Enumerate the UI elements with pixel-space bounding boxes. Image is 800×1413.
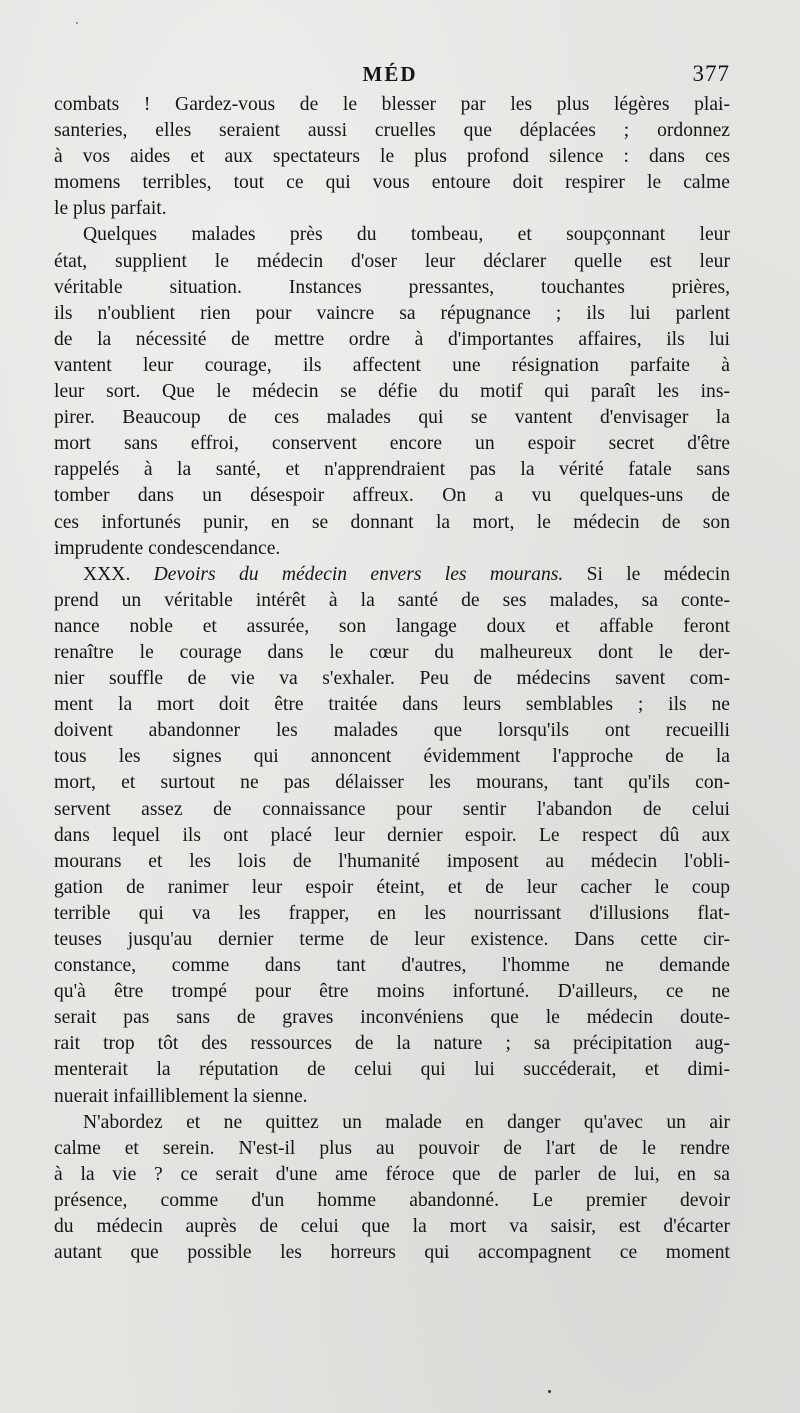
text-line: nance noble et assurée, son langage doux et affable feront: [54, 615, 730, 637]
text-line: N'abordez et ne quittez un malade en danger qu'avec un air: [83, 1111, 730, 1133]
text-line: calme et serein. N'est-il plus au pouvoir de l'art de le rendre: [54, 1137, 730, 1159]
section-title: Devoirs du médecin envers les mourans.: [153, 563, 564, 585]
text-line: à la vie ? ce serait d'une ame féroce que de parler de lui, en sa: [54, 1163, 730, 1185]
text-line: ils n'oublient rien pour vaincre sa répugnance ; ils lui parlent: [54, 302, 730, 324]
text-line: du médecin auprès de celui que la mort va saisir, est d'écarter: [54, 1216, 730, 1238]
text-line: le plus parfait.: [54, 198, 167, 220]
text-line: présence, comme d'un homme abandonné. Le premier devoir: [54, 1189, 730, 1211]
text-line: dans lequel ils ont placé leur dernier espoir. Le respect dû aux: [54, 824, 730, 846]
section-heading-line: [54, 562, 730, 588]
text-line: combats ! Gardez-vous de le blesser par les plus légères plai-: [54, 94, 730, 115]
text-line: Quelques malades près du tombeau, et soupçonnant leur: [83, 224, 730, 246]
text-line: teuses jusqu'au dernier terme de leur existence. Dans cette cir-: [54, 929, 730, 950]
text-line: menterait la réputation de celui qui lui succéderait, et dimi-: [54, 1059, 730, 1081]
text-line: véritable situation. Instances pressantes, touchantes prières,: [54, 276, 730, 298]
text-line: imprudente condescendance.: [54, 537, 281, 559]
text-line: santeries, elles seraient aussi cruelles que déplacées ; ordonnez: [54, 120, 730, 142]
body-text: [54, 92, 730, 1266]
text-line: rait trop tôt des ressources de la nature ; sa précipitation aug-: [54, 1033, 730, 1055]
text-line: servent assez de connaissance pour sentir l'abandon de celui: [54, 798, 730, 820]
text-line: vantent leur courage, ils affectent une résignation parfaite à: [54, 354, 730, 376]
text-line: momens terribles, tout ce qui vous entoure doit respirer le calme: [54, 172, 730, 194]
text-line: terrible qui va les frapper, en les nourrissant d'illusions flat-: [54, 902, 730, 924]
text-line: renaître le courage dans le cœur du malheureux dont le der-: [54, 641, 730, 663]
text-line: mourans et les lois de l'humanité imposent au médecin l'obli-: [54, 850, 730, 872]
text-line: autant que possible les horreurs qui accompagnent ce moment: [54, 1242, 730, 1264]
text-line: constance, comme dans tant d'autres, l'homme ne demande: [54, 955, 730, 977]
text-line: tomber dans un désespoir affreux. On a vu quelques-uns de: [54, 485, 730, 507]
text-line: rappelés à la santé, et n'apprendraient pas la vérité fatale sans: [54, 459, 730, 481]
section-number: XXX.: [83, 563, 131, 585]
text-line: pirer. Beaucoup de ces malades qui se vantent d'envisager la: [54, 407, 730, 429]
text-line: gation de ranimer leur espoir éteint, et de leur cacher le coup: [54, 876, 730, 898]
text-line-fragment: Si le médecin: [586, 563, 730, 585]
text-line: ces infortunés punir, en se donnant la mort, le médecin de son: [54, 511, 730, 533]
running-head: MÉD: [362, 62, 418, 86]
text-line: mort sans effroi, conservent encore un espoir secret d'être: [54, 433, 730, 455]
text-line: prend un véritable intérêt à la santé de ses malades, sa conte-: [54, 589, 730, 611]
text-line: de la nécessité de mettre ordre à d'importantes affaires, ils lui: [54, 328, 730, 350]
text-line: état, supplient le médecin d'oser leur déclarer quelle est leur: [54, 250, 730, 272]
text-line: leur sort. Que le médecin se défie du motif qui paraît les ins-: [54, 381, 730, 403]
paper-speck: [548, 1390, 551, 1393]
text-line: qu'à être trompé pour être moins infortuné. D'ailleurs, ce ne: [54, 981, 730, 1003]
text-line: nuerait infailliblement la sienne.: [54, 1085, 308, 1107]
text-line: ment la mort doit être traitée dans leurs semblables ; ils ne: [54, 694, 730, 716]
text-line: nier souffle de vie va s'exhaler. Peu de médecins savent com-: [54, 668, 730, 690]
text-line: mort, et surtout ne pas délaisser les mourans, tant qu'ils con-: [54, 772, 730, 794]
text-line: à vos aides et aux spectateurs le plus profond silence : dans ces: [54, 146, 730, 168]
text-line: serait pas sans de graves inconvéniens que le médecin doute-: [54, 1007, 730, 1029]
text-line: doivent abandonner les malades que lorsqu'ils ont recueilli: [54, 720, 730, 742]
text-line: tous les signes qui annoncent évidemment l'approche de la: [54, 746, 730, 768]
page-header: [54, 61, 730, 92]
paper-speck: [76, 22, 78, 24]
page-number: 377: [692, 61, 730, 86]
